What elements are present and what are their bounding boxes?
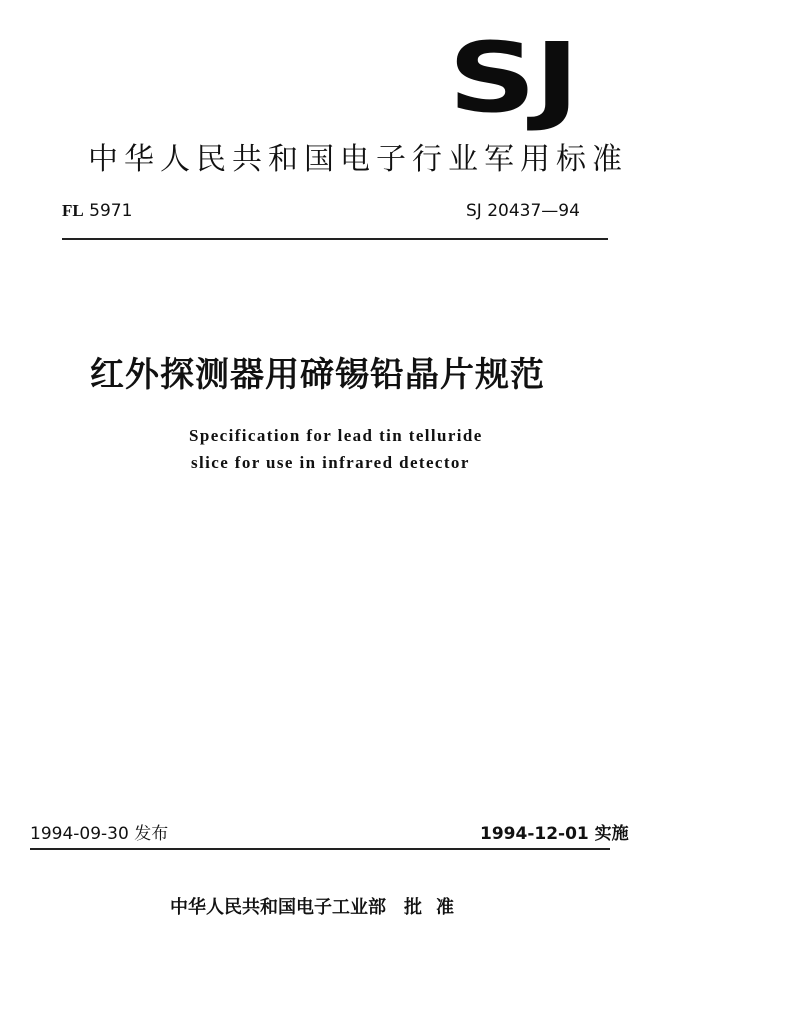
header-divider	[62, 238, 608, 240]
effective-date: 1994-12-01 实施	[480, 824, 629, 844]
classification-code	[62, 199, 132, 223]
approving-authority: 中华人民共和国电子工业部	[170, 897, 386, 918]
sj-logo: SJ	[448, 22, 578, 134]
footer-divider	[30, 848, 610, 850]
approval-line	[170, 895, 454, 921]
approval-word-2: 准	[436, 897, 454, 918]
classification-prefix: FL	[62, 201, 84, 220]
approval-word-1: 批	[404, 897, 422, 918]
document-title: 红外探测器用碲锡铅晶片规范	[90, 355, 545, 395]
standard-number: SJ 20437—94	[466, 201, 580, 221]
classification-number: 5971	[89, 201, 133, 221]
english-title-line-1: Specification for lead tin telluride	[189, 426, 483, 445]
english-title-line-2: slice for use in infrared detector	[191, 453, 470, 472]
issue-date: 1994-09-30 发布	[30, 824, 169, 844]
standard-category-title: 中华人民共和国电子行业军用标准	[88, 142, 628, 177]
